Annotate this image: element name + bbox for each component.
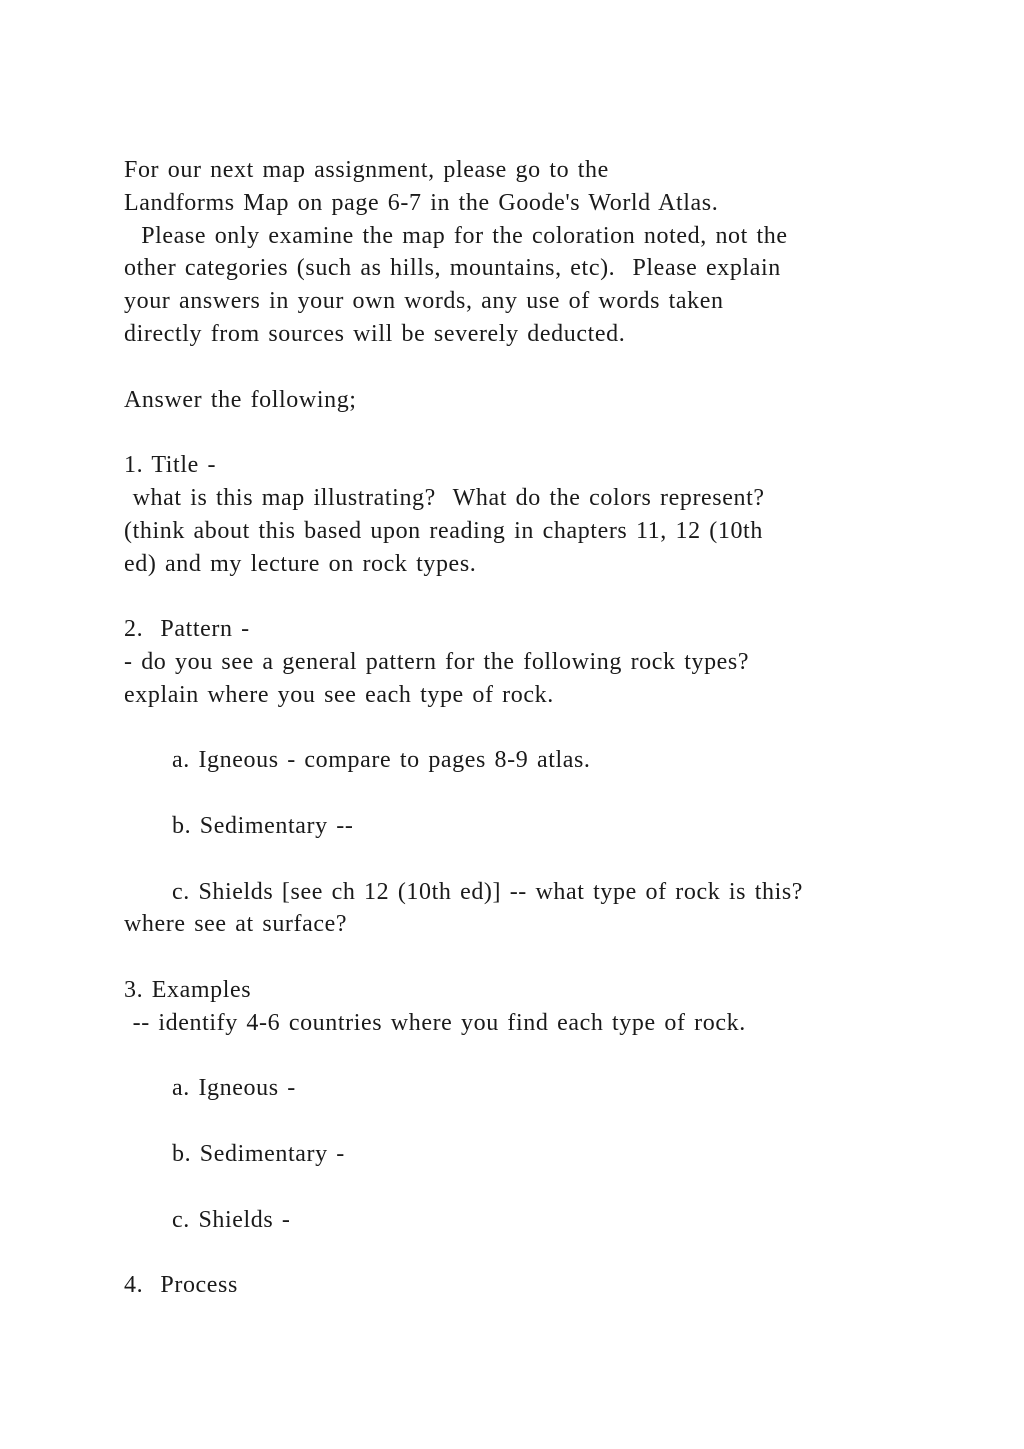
- blank-line: [124, 712, 924, 745]
- blank-line: [124, 941, 924, 974]
- document-body: [124, 154, 924, 1302]
- intro-line: Please only examine the map for the coloration noted, not the: [124, 222, 788, 249]
- intro-line: Landforms Map on page 6-7 in the Goode's World Atlas.: [124, 189, 719, 216]
- q3-item-b: b. Sedimentary -: [172, 1140, 345, 1167]
- blank-line: [124, 351, 924, 384]
- intro-line: For our next map assignment, please go to the: [124, 157, 609, 183]
- q3-item-a: a. Igneous -: [172, 1075, 296, 1102]
- blank-line: [124, 1040, 924, 1073]
- answer-prompt: Answer the following;: [124, 386, 357, 413]
- blank-line: [124, 416, 924, 449]
- q2-item-c: c. Shields [see ch 12 (10th ed)] -- what type of rock is this?: [172, 878, 804, 905]
- blank-line: [124, 1105, 924, 1138]
- blank-line: [124, 843, 924, 876]
- q1-line: ed) and my lecture on rock types.: [124, 550, 477, 577]
- q3-line: -- identify 4-6 countries where you find each type of rock.: [124, 1009, 746, 1036]
- q2-item-c-continued: where see at surface?: [124, 911, 348, 938]
- q3-heading: 3. Examples: [124, 976, 252, 1003]
- q3-item-c: c. Shields -: [172, 1206, 291, 1233]
- q1-heading: 1. Title -: [124, 452, 217, 479]
- blank-line: [124, 777, 924, 810]
- intro-line: your answers in your own words, any use of words taken: [124, 288, 724, 315]
- blank-line: [124, 1236, 924, 1269]
- intro-line: other categories (such as hills, mountains, etc). Please explain: [124, 255, 781, 282]
- q2-item-a: a. Igneous - compare to pages 8-9 atlas.: [172, 747, 591, 774]
- q2-heading: 2. Pattern -: [124, 616, 250, 643]
- q4-heading: 4. Process: [124, 1272, 238, 1299]
- q1-line: what is this map illustrating? What do the colors represent?: [124, 484, 765, 511]
- blank-line: [124, 580, 924, 613]
- blank-line: [124, 1171, 924, 1204]
- q2-line: - do you see a general pattern for the following rock types?: [124, 648, 750, 675]
- q1-line: (think about this based upon reading in chapters 11, 12 (10th: [124, 517, 763, 544]
- intro-line: directly from sources will be severely deducted.: [124, 320, 626, 347]
- q2-item-b: b. Sedimentary --: [172, 812, 354, 839]
- q2-line: explain where you see each type of rock.: [124, 681, 554, 708]
